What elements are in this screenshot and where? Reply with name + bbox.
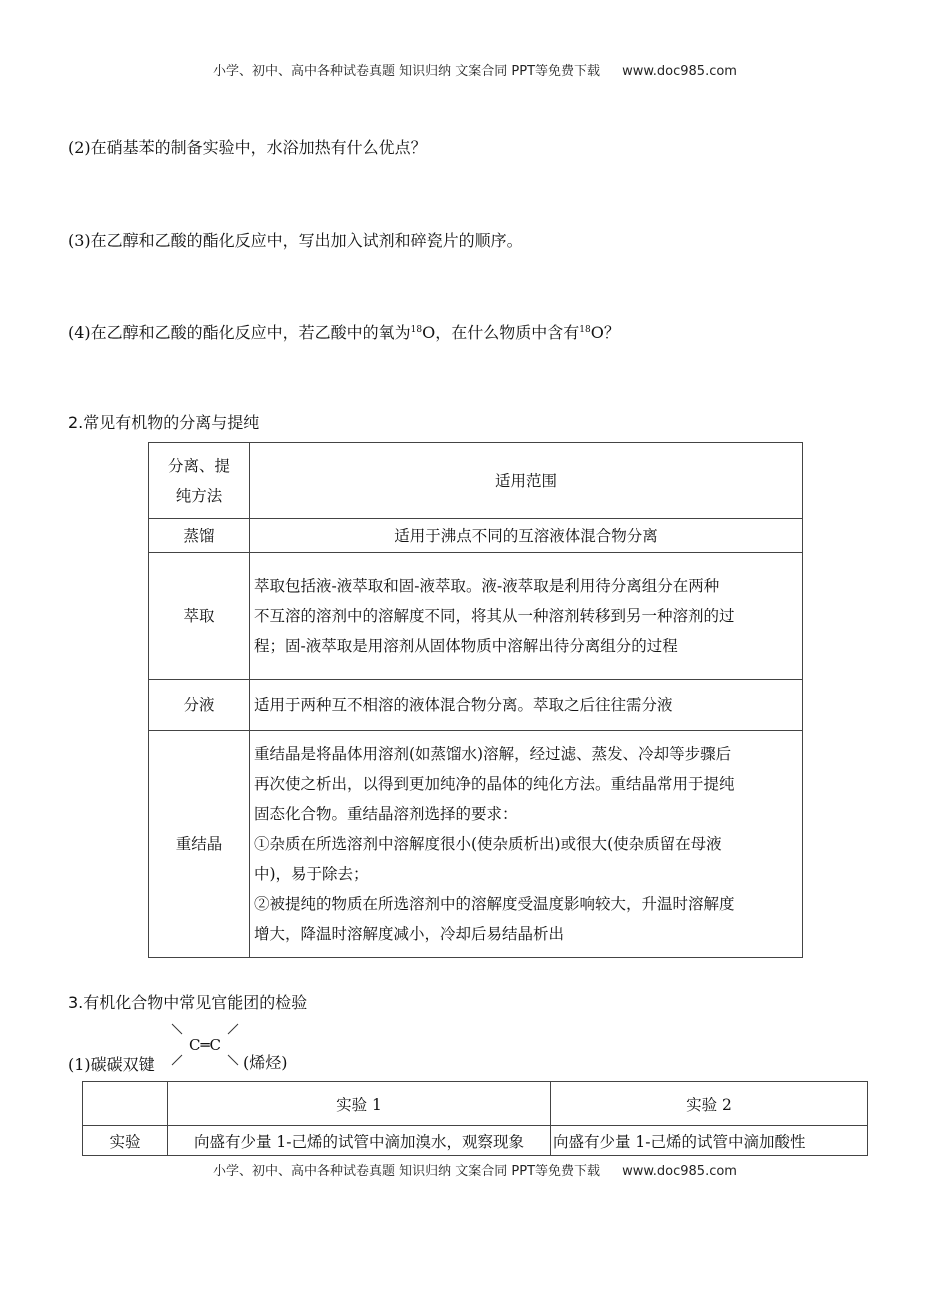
functional-group-test-table xyxy=(82,1081,868,1156)
question-4-part3: O？ xyxy=(590,323,620,342)
scope-line: 萃取包括液-液萃取和固-液萃取。液-液萃取是利用待分离组分在两种 xyxy=(254,577,720,595)
method-cell: 重结晶 xyxy=(149,731,250,958)
header-exp2-cell: 实验 2 xyxy=(551,1082,868,1126)
header-method-line1: 分离、提 xyxy=(167,456,230,475)
question-3: (3)在乙醇和乙酸的酯化反应中，写出加入试剂和碎瓷片的顺序。 xyxy=(68,231,523,250)
question-4-part2: O，在什么物质中含有 xyxy=(422,323,580,342)
scope-line: 固态化合物。重结晶溶剂选择的要求： xyxy=(254,805,518,823)
exp1-cell: 向盛有少量 1-己烯的试管中滴加溴水，观察现象 xyxy=(168,1126,551,1156)
exp2-cell: 向盛有少量 1-己烯的试管中滴加酸性 xyxy=(551,1126,868,1156)
scope-line: 适用于沸点不同的互溶液体混合物分离 xyxy=(394,526,658,545)
alkene-label: (烯烃) xyxy=(243,1053,288,1072)
table-row xyxy=(149,731,803,958)
carbon-double-bond-structure xyxy=(170,1022,240,1067)
method-cell: 蒸馏 xyxy=(149,519,250,553)
table-header-row xyxy=(83,1082,868,1126)
scope-cell xyxy=(250,731,803,958)
bond-line-bottom-right xyxy=(228,1055,238,1065)
header-exp1-cell: 实验 1 xyxy=(168,1082,551,1126)
scope-cell xyxy=(250,519,803,553)
scope-line: 适用于两种互不相溶的液体混合物分离。萃取之后往往需分液 xyxy=(254,696,673,714)
table-row xyxy=(149,680,803,731)
table-row xyxy=(83,1126,868,1156)
question-4-part1: (4)在乙醇和乙酸的酯化反应中，若乙酸中的氧为 xyxy=(68,323,411,342)
isotope-superscript-1: 18 xyxy=(410,325,423,335)
header-empty-cell xyxy=(83,1082,168,1126)
scope-line: 重结晶是将晶体用溶剂(如蒸馏水)溶解，经过滤、蒸发、冷却等步骤后 xyxy=(254,745,732,763)
row-label-cell: 实验 xyxy=(83,1126,168,1156)
header-method-cell xyxy=(149,443,250,519)
scope-line: ②被提纯的物质在所选溶剂中的溶解度受温度影响较大，升温时溶解度 xyxy=(254,895,735,913)
method-cell: 分液 xyxy=(149,680,250,731)
scope-line: 再次使之析出，以得到更加纯净的晶体的纯化方法。重结晶常用于提纯 xyxy=(254,775,735,793)
header-url[interactable]: www.doc985.com xyxy=(622,64,737,79)
scope-line: ①杂质在所选溶剂中溶解度很小(使杂质析出)或很大(使杂质留在母液 xyxy=(254,835,722,853)
scope-cell xyxy=(250,553,803,680)
question-4 xyxy=(68,320,620,343)
bond-line-top-left xyxy=(172,1024,182,1034)
subsection-1-label: (1)碳碳双键 xyxy=(68,1055,155,1074)
bond-line-bottom-left xyxy=(172,1055,182,1065)
table-row xyxy=(149,519,803,553)
separation-methods-table xyxy=(148,442,803,958)
footer-url[interactable]: www.doc985.com xyxy=(622,1164,737,1179)
scope-line: 程；固-液萃取是用溶剂从固体物质中溶解出待分离组分的过程 xyxy=(254,637,678,655)
table-header-row xyxy=(149,443,803,519)
section-3-title: 3.有机化合物中常见官能团的检验 xyxy=(68,993,308,1012)
scope-line: 中)，易于除去； xyxy=(254,865,369,883)
scope-line: 增大，降温时溶解度减小，冷却后易结晶析出 xyxy=(254,925,565,943)
page-footer xyxy=(0,1160,950,1179)
page-header xyxy=(0,60,950,79)
header-scope-cell: 适用范围 xyxy=(250,443,803,519)
header-method-line2: 纯方法 xyxy=(175,486,223,505)
double-bond-text: C═C xyxy=(189,1036,221,1054)
scope-line: 不互溶的溶剂中的溶解度不同，将其从一种溶剂转移到另一种溶剂的过 xyxy=(254,607,735,625)
isotope-superscript-2: 18 xyxy=(579,325,591,335)
question-2: (2)在硝基苯的制备实验中，水浴加热有什么优点？ xyxy=(68,138,427,157)
header-text: 小学、初中、高中各种试卷真题 知识归纳 文案合同 PPT等免费下载 xyxy=(213,64,601,79)
scope-cell xyxy=(250,680,803,731)
footer-text: 小学、初中、高中各种试卷真题 知识归纳 文案合同 PPT等免费下载 xyxy=(213,1164,601,1179)
bond-line-top-right xyxy=(228,1024,238,1034)
section-2-title: 2.常见有机物的分离与提纯 xyxy=(68,413,260,432)
method-cell: 萃取 xyxy=(149,553,250,680)
table-row xyxy=(149,553,803,680)
